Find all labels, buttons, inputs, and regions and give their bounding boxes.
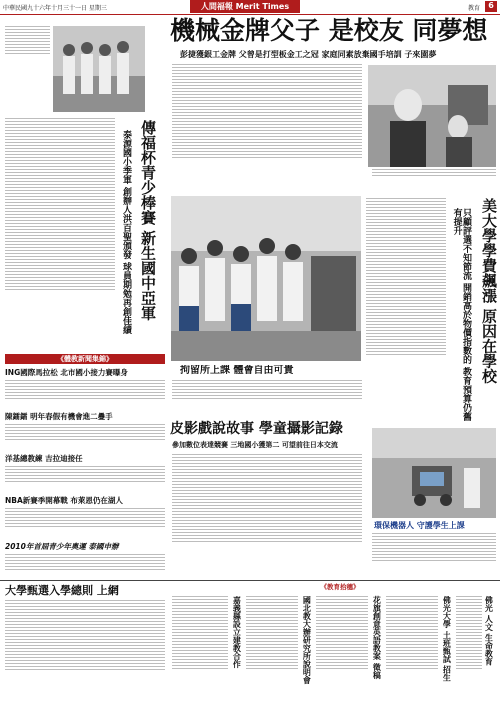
story-subhead: 參加數位表達競賽 三地國小獲第二 可望前往日本交流 [172,441,338,449]
detention-students-photo [171,196,361,361]
bottom-column-title-4: 佛光大學 土班甄試 招生 [442,596,452,682]
bottom-column-body-4 [386,596,438,696]
detention-photo-caption: 拘留所上課 體會自由可貴 [180,365,294,376]
brief-body-3 [5,466,165,494]
left-article-body [5,118,115,353]
brief-body-2 [5,424,165,452]
bottom-column-title-2: 國北教大辦研究所說明會 [302,596,312,684]
robot-article-body [372,533,496,577]
center-article-body [172,64,362,194]
robot-caption: 環保機器人 守護學生上課 [374,521,465,530]
robot-photo [372,428,496,518]
brief-headline-3: 洋基總教練 吉拉迪接任 [5,454,83,463]
bottom-column-title-3: 花旗創意英語教案 徵稿 [372,596,382,679]
bottom-column-title-5: 佛光 人文 生命教育 [484,596,494,666]
ad-banner: 《教育拾穗》 [320,583,360,591]
page-number: 6 [485,1,497,12]
main-headline: 機械金牌父子 是校友 同夢想 [170,16,488,45]
bottom-column-body-2 [246,596,298,696]
father-son-caption [372,169,496,191]
left-subhead: 泰源國小季軍 創辦人洪百聖頒發 球員期勉再創佳績 [121,130,131,335]
brief-body-5 [5,554,165,582]
bottom-divider [0,580,500,581]
bottom-column-title-1: 嘉義縣設立建教合作 [232,596,242,668]
bottom-article-body [5,600,165,696]
left-headline: 傳福杯青少棒賽 新生國中亞軍 [139,120,157,321]
right-headline: 美大學學費飆漲 原因在學校 [480,198,498,384]
brief-headline-4: NBA新賽季開幕戰 布萊恩仍在湖人 [5,496,123,505]
brief-headline-5: 2010年首屆青少年奧運 泰國申辦 [5,542,119,551]
main-subhead: 彭捷獲銀工金牌 父曾是打型板金工之冠 家庭同素放棄國手培訓 子來園夢 [180,50,437,59]
bottom-headline: 大學甄選入學總則 上網 [5,584,119,597]
page-header [0,0,500,15]
briefs-banner: 《體教新聞集錦》 [5,354,165,364]
bottom-column-body-3 [316,596,368,696]
bottom-column-body-5 [456,596,482,696]
story-headline: 皮影戲說故事 學童攝影記錄 [170,421,343,437]
section-name: 教育 [467,5,480,12]
brief-headline-1: ING國際馬拉松 北市國小接力賽曝身 [5,368,128,377]
right-article-body [366,198,446,413]
brief-headline-2: 陳鐳鐳 明年春假有機會進二疊手 [5,412,113,421]
detention-article-body [172,380,362,410]
right-subhead: 只顧評選不知節流 開銷高於物價指數的 教育預算仍舊有提升 [451,208,471,422]
brief-body-4 [5,508,165,540]
brief-body-1 [5,380,165,410]
father-son-photo [368,65,496,167]
left-photo-caption [5,26,50,106]
story-article-body [172,454,362,574]
bottom-column-body-1 [172,596,228,696]
issue-date: 中華民國九十六年十月三十一日 星期三 [3,5,107,12]
masthead-logo: 人間福報 Merit Times [190,0,300,13]
baseball-team-photo [53,26,145,112]
